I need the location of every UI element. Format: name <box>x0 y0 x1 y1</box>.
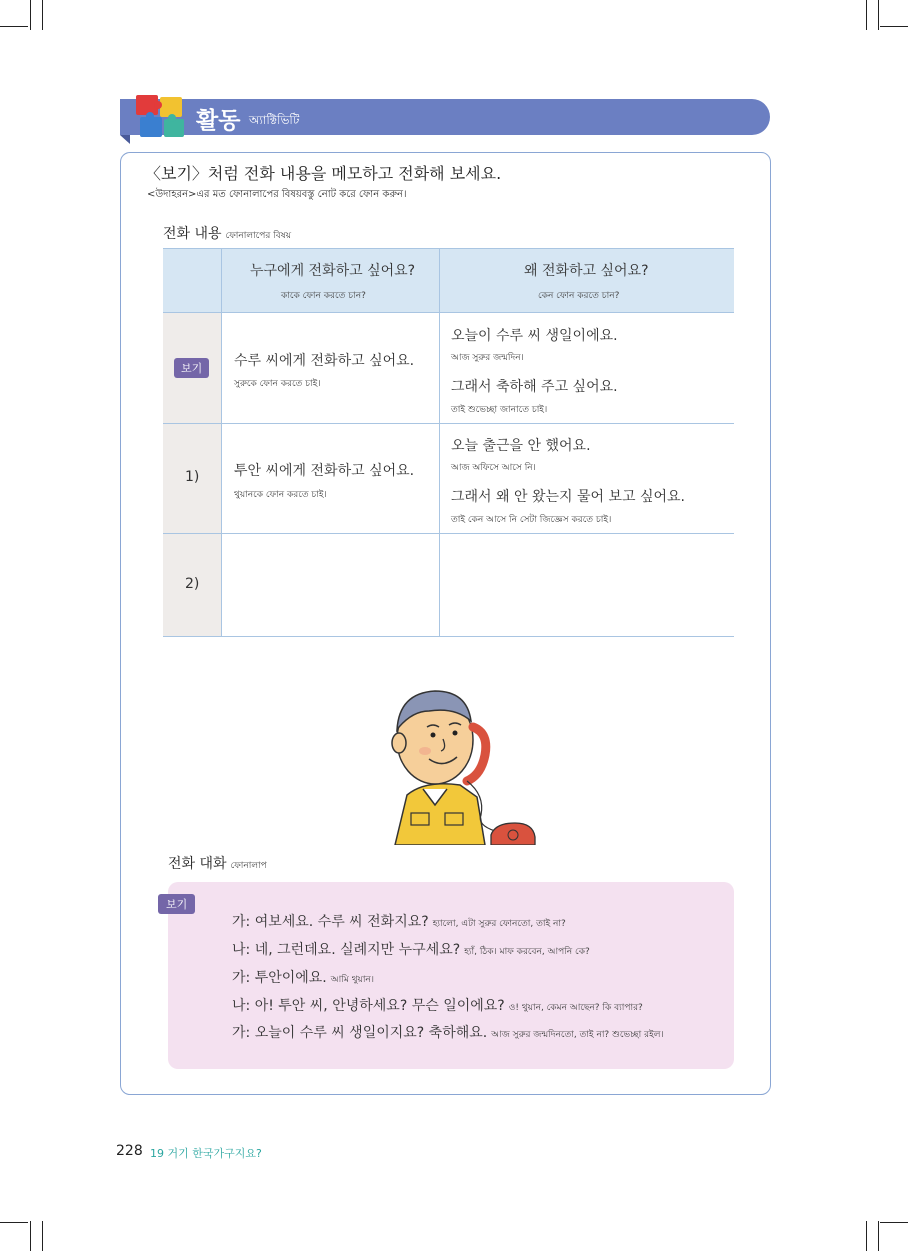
crop-mark <box>880 26 908 27</box>
dialogue-bn: আমি থুয়ান। <box>330 975 375 985</box>
crop-mark <box>866 0 867 30</box>
header-who-bn: কাকে ফোন করতে চান? <box>281 291 366 301</box>
banner-fold <box>120 135 130 144</box>
page-subtitle: অ্যাক্টিভিটি <box>249 113 300 127</box>
dialogue-line <box>232 939 590 959</box>
content-label-bn: ফোনালাপের বিষয় <box>225 231 292 241</box>
table-border <box>163 423 734 424</box>
dialogue-line <box>232 995 643 1015</box>
crop-mark <box>42 1221 43 1251</box>
content-section-label <box>163 223 291 243</box>
row1-who-bn: থুয়ানকে ফোন করতে চাই। <box>234 490 327 500</box>
row1-why2: 그래서 왜 안 왔는지 물어 보고 싶어요. <box>451 489 686 505</box>
crop-mark <box>866 1221 867 1251</box>
example-why2: 그래서 축하해 주고 싶어요. <box>451 379 618 395</box>
header-why-bn: কেন ফোন করতে চান? <box>538 291 620 301</box>
chapter-title: 19 거기 한국가구지요? <box>150 1147 262 1160</box>
row-number: 2) <box>185 576 200 592</box>
dialogue-label-ko: 전화 대화 <box>168 856 227 872</box>
dialogue-bn: হ্যালো, এটা সুরুর ফোনতো, তাই না? <box>432 919 566 929</box>
dialogue-label-bn: ফোনালাপ <box>230 861 267 871</box>
page-title: 활동 <box>196 108 241 134</box>
table-border <box>163 312 734 313</box>
example-tag: 보기 <box>174 358 209 378</box>
example-why2-bn: তাই শুভেচ্ছা জানাতে চাই। <box>451 405 548 415</box>
man-on-phone-illustration <box>385 685 540 845</box>
row1-why1-bn: আজ অফিসে আসে নি। <box>451 463 536 473</box>
example-who: 수루 씨에게 전화하고 싶어요. <box>234 353 415 369</box>
crop-mark <box>878 1221 879 1251</box>
row2-who-blank[interactable] <box>222 534 439 636</box>
row1-who: 투안 씨에게 전화하고 싶어요. <box>234 463 415 479</box>
example-why1-bn: আজ সুরুর জন্মদিন। <box>451 353 524 363</box>
row1-why1: 오늘 출근을 안 했어요. <box>451 438 591 454</box>
instruction-text: 〈보기〉처럼 전화 내용을 메모하고 전화해 보세요. <box>145 164 502 183</box>
crop-mark <box>0 1222 28 1223</box>
table-header-row <box>163 248 734 312</box>
crop-mark <box>42 0 43 30</box>
dialogue-bn: হ্যাঁ, ঠিক। মাফ করবেন, আপনি কে? <box>464 947 590 957</box>
dialogue-line <box>232 1022 664 1042</box>
dialogue-ko: 나: 네, 그런데요. 실례지만 누구세요? <box>232 942 461 958</box>
row2-why-blank[interactable] <box>440 534 734 636</box>
dialogue-ko: 가: 오늘이 수루 씨 생일이지요? 축하해요. <box>232 1025 488 1041</box>
row1-why2-bn: তাই কেন আসে নি সেটা জিজ্ঞেস করতে চাই। <box>451 515 612 525</box>
crop-mark <box>878 0 879 30</box>
dialogue-bn: আজ সুরুর জন্মদিনতো, তাই না? শুভেচ্ছা রইল। <box>491 1030 664 1040</box>
header-who: 누구에게 전화하고 싶어요? <box>250 263 416 279</box>
table-border <box>163 248 734 249</box>
dialogue-ko: 가: 여보세요. 수루 씨 전화지요? <box>232 914 429 930</box>
dialogue-ko: 나: 아! 투안 씨, 안녕하세요? 무슨 일이에요? <box>232 998 505 1014</box>
instruction-translation: <উদাহরন>এর মত ফোনালাপের বিষয়বস্তু নোট করে ফোন করুন। <box>147 189 407 200</box>
content-label-ko: 전화 내용 <box>163 226 222 242</box>
crop-mark <box>0 26 28 27</box>
row-number: 1) <box>185 469 200 485</box>
dialogue-example-tag: 보기 <box>158 894 195 914</box>
memo-table <box>163 248 734 637</box>
dialogue-bn: ও! থুয়ান, কেমন আছেন? কি ব্যাপার? <box>508 1003 643 1013</box>
table-border <box>163 636 734 637</box>
dialogue-line <box>232 967 374 987</box>
crop-mark <box>30 0 31 30</box>
dialogue-ko: 가: 투안이에요. <box>232 970 327 986</box>
page-number: 228 <box>116 1143 143 1159</box>
crop-mark <box>30 1221 31 1251</box>
example-who-bn: সুরুকে ফোন করতে চাই। <box>234 379 321 389</box>
header-why: 왜 전화하고 싶어요? <box>524 263 649 279</box>
puzzle-icon <box>134 93 188 141</box>
crop-mark <box>880 1222 908 1223</box>
dialogue-line <box>232 911 566 931</box>
dialogue-section-label <box>168 853 267 873</box>
example-why1: 오늘이 수루 씨 생일이에요. <box>451 328 618 344</box>
